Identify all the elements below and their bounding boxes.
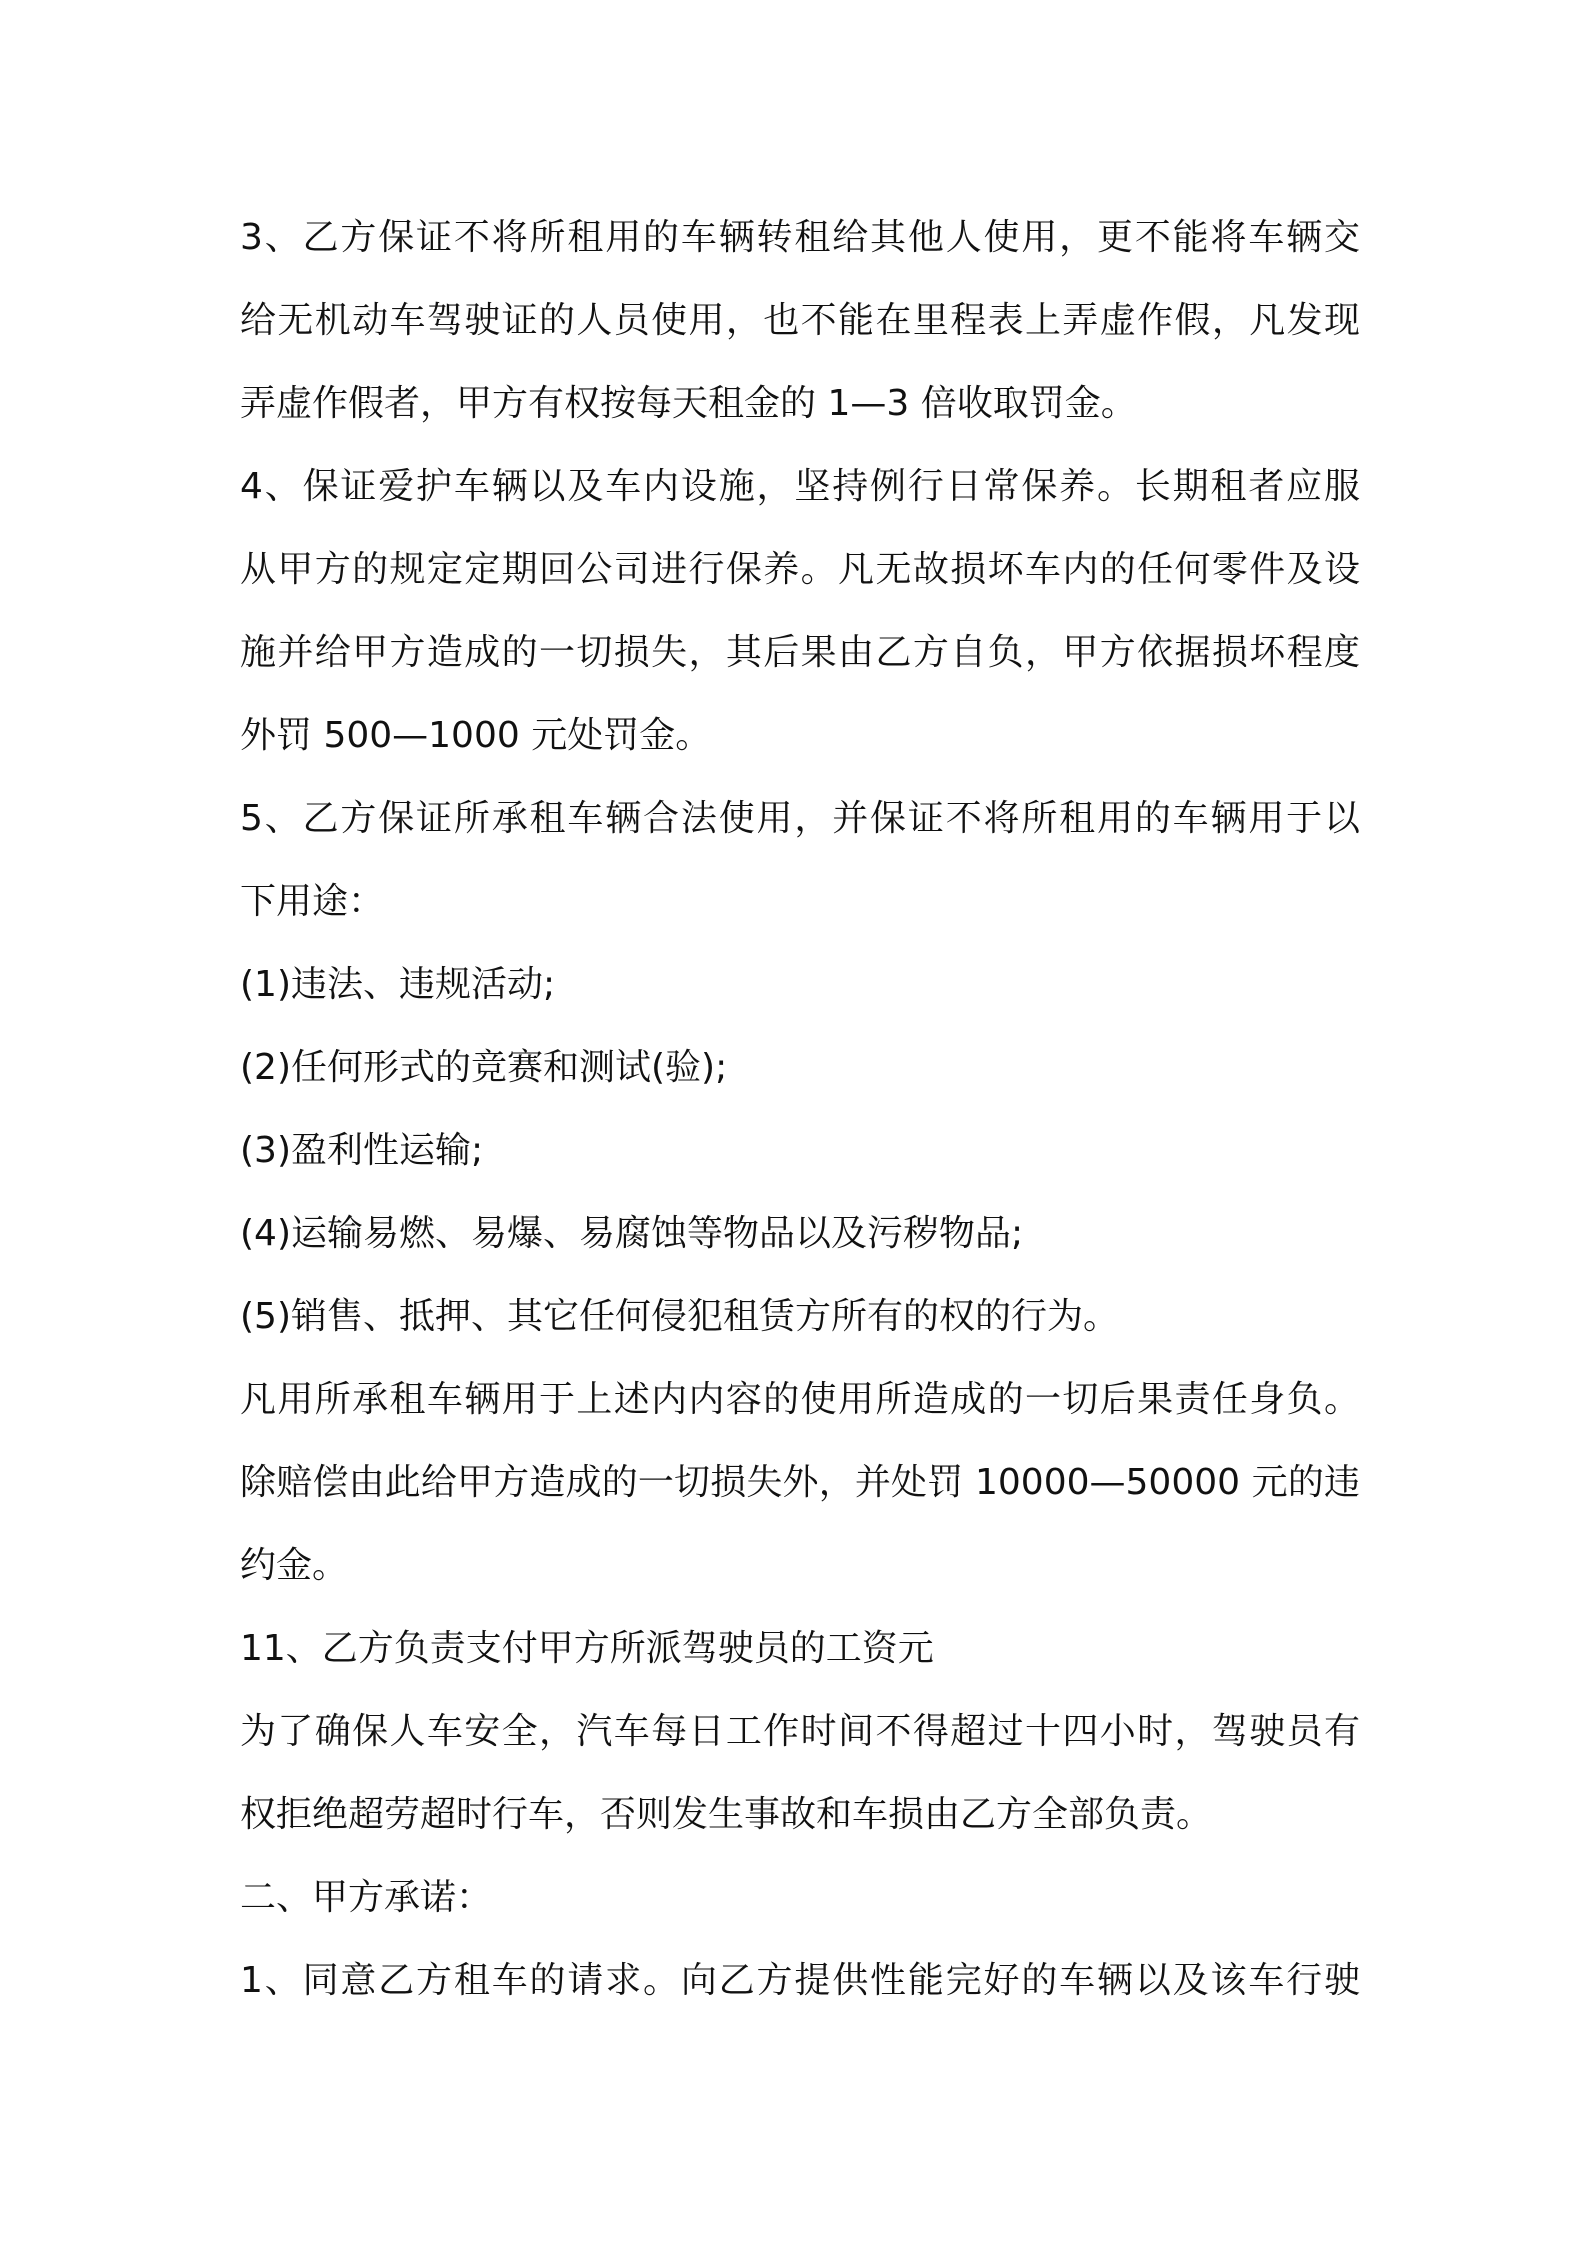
text-line-6: 施并给甲方造成的一切损失，其后果由乙方自负，甲方依据损坏程度 (240, 632, 1360, 673)
text-line-19: 为了确保人车安全，汽车每日工作时间不得超过十四小时，驾驶员有 (240, 1711, 1360, 1752)
text-line-16: 除赔偿由此给甲方造成的一切损失外，并处罚 10000—50000 元的违 (240, 1462, 1360, 1503)
text-line-2: 给无机动车驾驶证的人员使用，也不能在里程表上弄虚作假，凡发现 (240, 300, 1360, 341)
list-item-3: (3)盈利性运输; (240, 1130, 484, 1171)
list-item-2: (2)任何形式的竞赛和测试(验); (240, 1047, 728, 1088)
text-line-5: 从甲方的规定定期回公司进行保养。凡无故损坏车内的任何零件及设 (240, 549, 1360, 590)
text-line-22: 1、同意乙方租车的请求。向乙方提供性能完好的车辆以及该车行驶 (240, 1960, 1360, 2001)
text-line-8: 5、乙方保证所承租车辆合法使用，并保证不将所租用的车辆用于以 (240, 798, 1360, 839)
list-item-4: (4)运输易燃、易爆、易腐蚀等物品以及污秽物品; (240, 1213, 1024, 1254)
text-line-9: 下用途： (240, 881, 385, 922)
document-body (240, 196, 1360, 2022)
text-line-7: 外罚 500—1000 元处罚金。 (240, 715, 712, 756)
section-heading: 二、甲方承诺： (240, 1877, 493, 1918)
list-item-1: (1)违法、违规活动; (240, 964, 556, 1005)
text-line-20: 权拒绝超劳超时行车，否则发生事故和车损由乙方全部负责。 (240, 1794, 1213, 1835)
text-line-1: 3、乙方保证不将所租用的车辆转租给其他人使用，更不能将车辆交 (240, 217, 1360, 258)
list-item-5: (5)销售、抵押、其它任何侵犯租赁方所有的权的行为。 (240, 1296, 1119, 1337)
text-line-18: 11、乙方负责支付甲方所派驾驶员的工资元 (240, 1628, 934, 1669)
text-line-17: 约金。 (240, 1545, 349, 1586)
text-line-4: 4、保证爱护车辆以及车内设施，坚持例行日常保养。长期租者应服 (240, 466, 1360, 507)
text-line-3: 弄虚作假者，甲方有权按每天租金的 1—3 倍收取罚金。 (240, 383, 1137, 424)
text-line-15: 凡用所承租车辆用于上述内内容的使用所造成的一切后果责任身负。 (240, 1379, 1360, 1420)
